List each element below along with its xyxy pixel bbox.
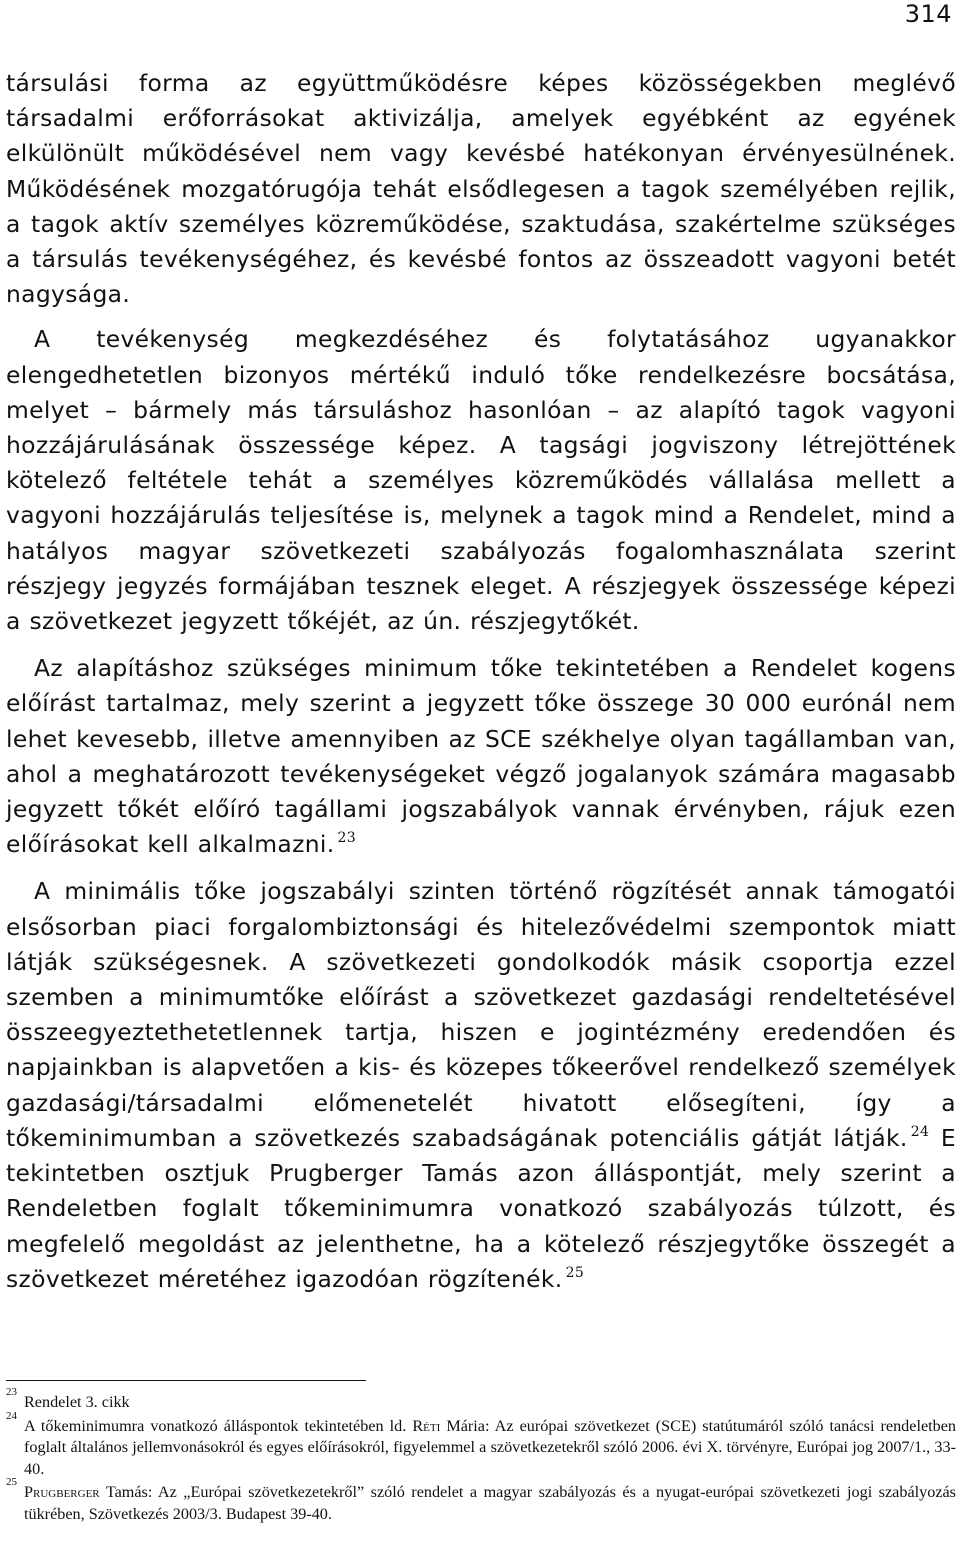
footnote-reference-23[interactable]: 23	[337, 830, 357, 847]
paragraph-2-text: A tevékenység megkezdéséhez és folytatásához ugyanakkor elengedhetetlen bizonyos mértékű induló tőke rendelkezésre bocsátása, melyet – bármely más társuláshoz hasonlóan – az alapító tagok vagyoni hozzájárulásának összessége képez. A tagsági jogviszony létrejöttének kötelező feltétele tehát a személyes közreműködés vállalása mellett a vagyoni hozzájárulás teljesítése is, melynek a tagok mind a Rendelet, mind a hatályos magyar szövetkezeti szabályozás fogalomhasználata szerint részjegy jegyzés formájában tesznek eleget. A részjegyek összessége képezi a szövetkezet jegyzett tőkéjét, az ún. részjegytőkét.	[6, 325, 956, 636]
footnotes	[6, 1386, 957, 1526]
paragraph-4-text-b: E tekintetben osztjuk Prugberger Tamás azon álláspontját, mely szerint a Rendeletben foglalt tőkeminimumra vonatkozó szabályozás túlzott, és megfelelő megoldást az jelenthetne, ha a kötelező részjegytőke összegét a szövetkezet méretéhez igazodóan rögzítenék.	[6, 1123, 956, 1293]
footnote-separator	[6, 1380, 366, 1381]
footnote-number: 24	[6, 1409, 17, 1422]
footnote-23	[6, 1386, 956, 1414]
paragraph-2	[6, 322, 956, 639]
footnote-number: 25	[6, 1476, 17, 1489]
paragraph-1	[6, 66, 956, 312]
footnote-24	[6, 1409, 957, 1481]
paragraph-4	[6, 874, 956, 1296]
footnote-text-post: Tamás: Az „Európai szövetkezetekről” szóló rendelet a magyar szabályozás és a nyugat-európai szövetkezeti jogi szabályozás tükrében, Szövetkezés 2003/3. Budapest 39-40.	[24, 1483, 956, 1523]
footnote-reference-24[interactable]: 24	[910, 1123, 930, 1140]
footnote-author: Réti	[412, 1416, 441, 1435]
paragraph-3-text: Az alapításhoz szükséges minimum tőke tekintetében a Rendelet kogens előírást tartalmaz, mely szerint a jegyzett tőke összege 30 000 eurónál nem lehet kevesebb, illetve amennyiben az SCE székhelye olyan tagállamban van, ahol a meghatározott tevékenységeket végző jogalanyok számára magasabb jegyzett tőkét előíró tagállami jogszabályok vannak érvényben, rájuk ezen előírásokat kell alkalmazni.	[6, 654, 956, 859]
main-text	[6, 66, 956, 1297]
paragraph-3	[6, 651, 956, 862]
footnote-text: Rendelet 3. cikk	[24, 1393, 130, 1411]
footnote-author: Prugberger	[24, 1483, 100, 1502]
paragraph-1-text: társulási forma az együttműködésre képes közösségekben meglévő társadalmi erőforrásokat aktivizálja, amelyek egyébként az egyének elkülönült működésével nem vagy kevésbé hatékonyan érvényesülnének. Működésének mozgatórugója tehát elsődlegesen a tagok személyében rejlik, a tagok aktív személyes közreműködése, szaktudása, szakértelme szükséges a társulás tevékenységéhez, és kevésbé fontos az összeadott vagyoni betét nagysága.	[6, 69, 956, 309]
footnote-text-post: Mária: Az európai szövetkezet (SCE) statútumáról szóló tanácsi rendeletben foglalt általános jellemvonásokról és egyes előírásokról, figyelemmel a szövetkezetekről szóló 2006. évi X. törvényre, Európai jog 2007/1., 33-40.	[24, 1416, 957, 1478]
paragraph-4-text-a: A minimális tőke jogszabályi szinten történő rögzítését annak támogatói elsősorban piaci forgalombiztonsági és hitelezővédelmi szempontok miatt látják szükségesnek. A szövetkezeti gondolkodók másik csoportja ezzel szemben a minimumtőke előírást a szövetkezet gazdasági rendeltetésével összeegyeztethetetlennek tartja, hiszen e jogintézmény eredendően és napjainkban is alapvetően a kis- és közepes tőkeerővel rendelkező személyek gazdasági/társadalmi előmenetelét hivatott elősegíteni, így a tőkeminimumban a szövetkezés szabadságának potenciális gátját látják.	[6, 877, 956, 1152]
footnote-25	[6, 1476, 956, 1525]
page-number: 314	[904, 0, 952, 28]
footnote-text-pre: A tőkeminimumra vonatkozó álláspontok tekintetében ld.	[24, 1416, 413, 1435]
footnote-reference-25[interactable]: 25	[565, 1264, 585, 1281]
footnote-number: 23	[6, 1386, 17, 1398]
